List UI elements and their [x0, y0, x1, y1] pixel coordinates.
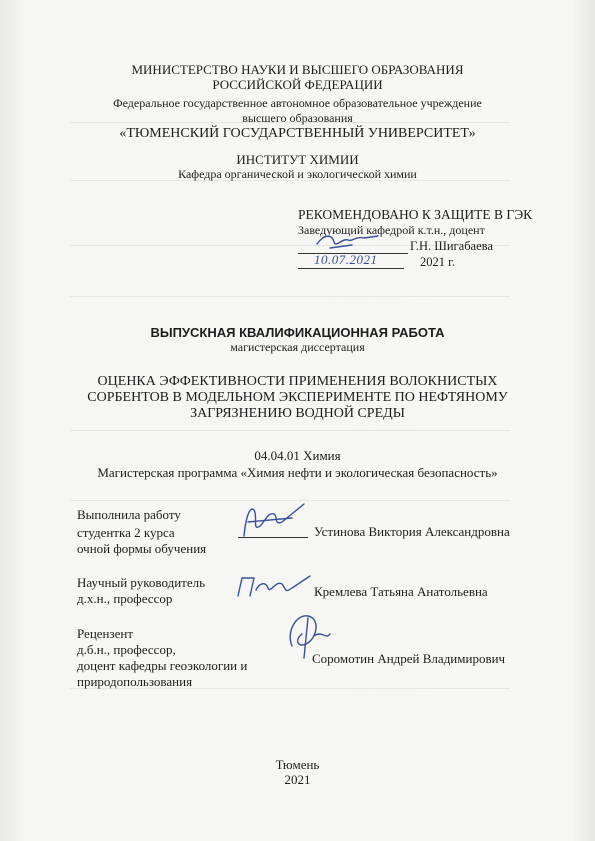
approval-title: РЕКОМЕНДОВАНО К ЗАЩИТЕ В ГЭК	[298, 207, 533, 222]
institute-name: ИНСТИТУТ ХИМИИ	[236, 152, 359, 167]
program-code: 04.04.01 Химия	[254, 448, 341, 463]
thesis-title-line-1: ОЦЕНКА ЭФФЕКТИВНОСТИ ПРИМЕНЕНИЯ ВОЛОКНИСТЫХ	[97, 374, 498, 389]
approval-year: 2021 г.	[420, 255, 455, 269]
header-block	[0, 62, 595, 142]
author-label-3: очной формы обучения	[77, 541, 207, 556]
supervisor-signature	[232, 570, 316, 604]
institute-block	[0, 152, 595, 182]
handwritten-date: 10.07.2021	[314, 252, 378, 267]
work-type: ВЫПУСКНАЯ КВАЛИФИКАЦИОННАЯ РАБОТА	[150, 325, 445, 340]
reviewer-label-3: доцент кафедры геоэкологии и	[77, 658, 248, 673]
program-block	[0, 448, 595, 480]
program-name: Магистерская программа «Химия нефти и экологическая безопасность»	[97, 465, 498, 480]
author-name: Устинова Виктория Александровна	[314, 524, 510, 539]
department-name: Кафедра органической и экологической химии	[178, 167, 417, 181]
university-name: «ТЮМЕНСКИЙ ГОСУДАРСТВЕННЫЙ УНИВЕРСИТЕТ»	[119, 126, 476, 141]
footer-city: Тюмень	[275, 757, 320, 772]
work-subtype: магистерская диссертация	[230, 340, 365, 354]
bleed-through-line	[70, 430, 510, 431]
approval-head-line: Заведующий кафедрой к.т.н., доцент	[298, 223, 485, 237]
reviewer-label-1: Рецензент	[77, 626, 134, 641]
ministry-line-2: РОССИЙСКОЙ ФЕДЕРАЦИИ	[212, 77, 383, 92]
reviewer-label-2: д.б.н., профессор,	[77, 642, 176, 657]
head-name: Г.Н. Шигабаева	[410, 239, 493, 253]
footer-year: 2021	[284, 772, 311, 787]
thesis-title-block	[0, 374, 595, 422]
thesis-title-line-3: ЗАГРЯЗНЕНИЮ ВОДНОЙ СРЕДЫ	[190, 406, 405, 421]
supervisor-label-1: Научный руководитель	[77, 575, 206, 590]
ministry-line-1: МИНИСТЕРСТВО НАУКИ И ВЫСШЕГО ОБРАЗОВАНИЯ	[131, 62, 464, 77]
supervisor-name: Кремлева Татьяна Анатольевна	[314, 584, 488, 599]
author-signature	[234, 496, 314, 546]
author-label-1: Выполнила работу	[77, 507, 181, 522]
footer-block	[0, 757, 595, 787]
supervisor-label-2: д.х.н., профессор	[77, 591, 173, 606]
institution-line-1: Федеральное государственное автономное образовательное учреждение	[113, 96, 482, 110]
work-type-block	[0, 325, 595, 355]
bleed-through-line	[70, 296, 510, 297]
institution-line-2: высшего образования	[242, 111, 353, 125]
reviewer-name: Соромотин Андрей Владимирович	[312, 651, 506, 666]
reviewer-label-4: природопользования	[77, 674, 193, 689]
thesis-title-line-2: СОРБЕНТОВ В МОДЕЛЬНОМ ЭКСПЕРИМЕНТЕ ПО НЕФТЯНОМУ	[87, 390, 508, 405]
author-label-2: студентка 2 курса	[77, 525, 175, 540]
